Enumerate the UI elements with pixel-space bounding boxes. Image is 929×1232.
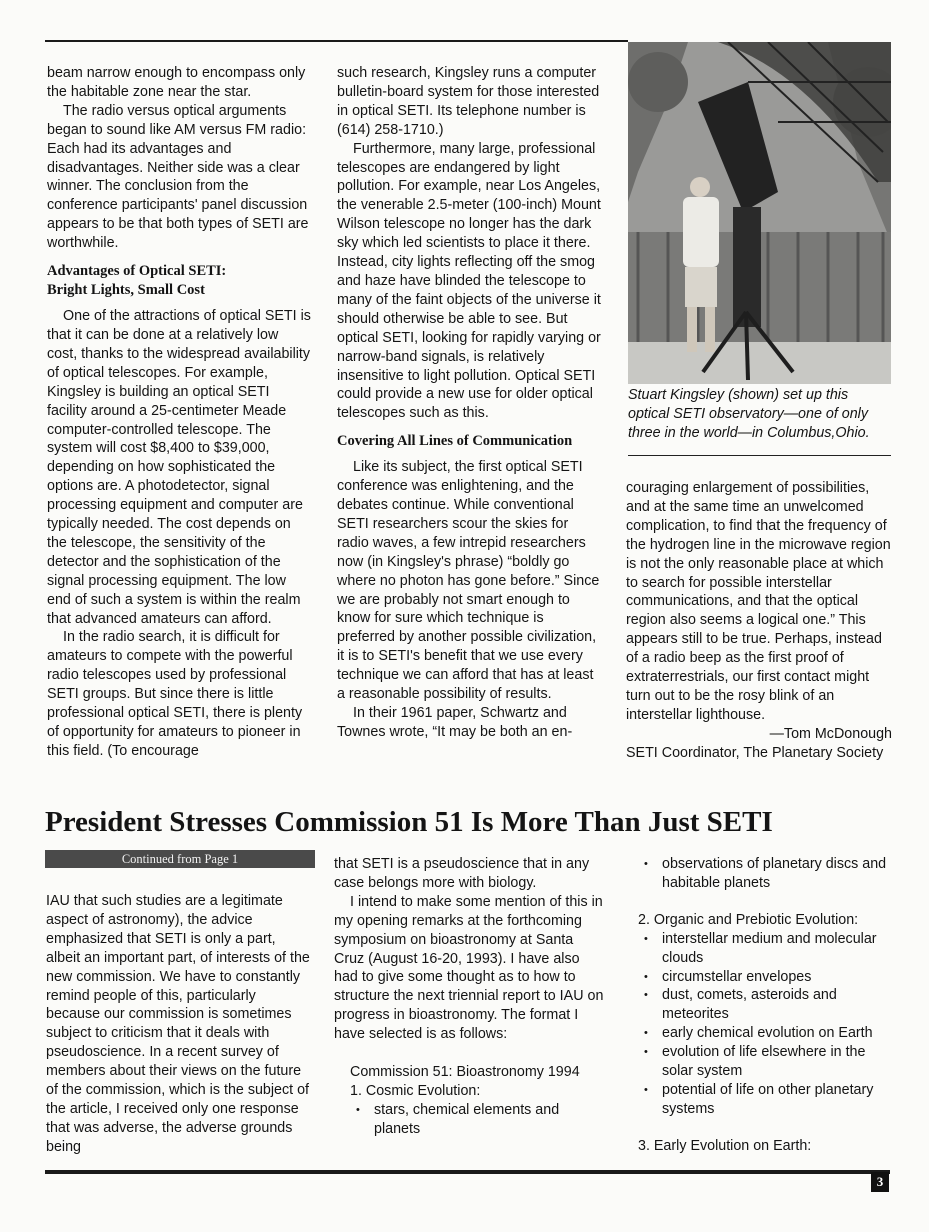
paragraph: Like its subject, the first optical SETI conference was enlightening, and the debates continue. While conventional SETI researchers scour the skies for radio waves, a few intrepid researchers now (in Kingsley's phrase) “boldly go where no photon has gone before.” Since we are probably not smart enough to know for sure which technique is preferred by another possible civilization, it is to SETI's benefit that we use every technique we can afford that has at least a reasonable possibility of results. — [337, 459, 600, 703]
list-item: • stars, chemical elements and planets — [350, 1101, 604, 1139]
list-item: • interstellar medium and molecular clouds — [638, 930, 893, 968]
list-heading-2: 2. Organic and Prebiotic Evolution: — [638, 911, 859, 928]
paragraph: I intend to make some mention of this in my opening remarks at the forthcoming symposium on bioastronomy at Santa Cruz (August 16-20, 1993). I have also had to give some thought as to how to structure the next triennial report to IAU on progress in bioastronomy. The format I have selected is as follows: — [334, 893, 604, 1043]
bottom-column-3 — [638, 855, 893, 1156]
paragraph: that SETI is a pseudoscience that in any case belongs more with biology. — [334, 856, 590, 891]
list-item: • dust, comets, asteroids and meteorites — [638, 986, 893, 1024]
caption-rule — [628, 455, 891, 456]
paragraph: In their 1961 paper, Schwartz and Townes wrote, “It may be both an en- — [337, 705, 573, 740]
subheading: Covering All Lines of Communication — [337, 433, 573, 450]
list-heading-1: 1. Cosmic Evolution: — [350, 1082, 481, 1099]
list-title: Commission 51: Bioastronomy 1994 — [350, 1064, 580, 1081]
paragraph: One of the attractions of optical SETI is that it can be done at a relatively low cost, thanks to the widespread availability of optical telescopes. For example, Kingsley is building an optical SETI facility around a 25-centimeter Meade computer-controlled telescope. The system will cost $8,400 to $39,000, depending on how sophisticated the options are. A photodetector, signal processing equipment and computer are typically needed. The cost depends on the telescope, the sensitivity of the detector and the sophistication of the signal processing equipment. The low end of such a system is within the realm that advanced amateurs can afford. — [47, 308, 311, 627]
list-heading-3: 3. Early Evolution on Earth: — [638, 1137, 812, 1154]
bottom-rule — [45, 1170, 890, 1174]
signature-title: SETI Coordinator, The Planetary Society — [626, 744, 884, 761]
article-headline: President Stresses Commission 51 Is More Than Just SETI — [45, 806, 773, 838]
list-2 — [638, 930, 893, 1119]
top-column-1 — [47, 64, 312, 761]
paragraph: In the radio search, it is difficult for amateurs to compete with the powerful radio telescopes used by professional SETI groups. But since there is little professional optical SETI, there is plenty of opportunity for amateurs to pioneer in this field. (To encourage — [47, 629, 303, 759]
paragraph: couraging enlargement of possibilities, and at the same time an unwelcomed complication, to find that the frequency of the hydrogen line in the microwave region is not the only reasonable place at which to search for possible interstellar communications, and that the optical region also seems a logical one.” This appears still to be true. Perhaps, instead of a radio beep as the first proof of extraterrestrials, our first contact might turn out to be the rosy blink of an interstellar lighthouse. — [626, 480, 891, 723]
list-item: • circumstellar envelopes — [638, 968, 893, 987]
subheading-line-1: Advantages of Optical SETI: — [47, 263, 227, 280]
continued-from-banner: Continued from Page 1 — [45, 850, 315, 868]
top-rule — [45, 40, 628, 42]
telescope-photo-image — [628, 42, 891, 384]
page-number: 3 — [871, 1172, 889, 1192]
paragraph: beam narrow enough to encompass only the habitable zone near the star. — [47, 65, 306, 100]
signature-name: —Tom McDonough — [769, 725, 892, 742]
paragraph: IAU that such studies are a legitimate aspect of astronomy), the advice emphasized that SETI is only a part, albeit an important part, of interests of the new commission. We have to constantly remind people of this, particularly because our commission is sometimes subject to criticism that it deals with pseudoscience. In a recent survey of members about their views on the future of the commission, which is the subject of the article, I received only one response that was adverse, the adverse grounds being — [46, 893, 310, 1155]
subheading — [47, 262, 312, 300]
paragraph: The radio versus optical arguments began to sound like AM versus FM radio: Each had its advantages and disadvantages. Neither side was a clear winner. The conclusion from the conference participants' panel discussion appears to be that both types of SETI are worthwhile. — [47, 102, 309, 252]
paragraph: such research, Kingsley runs a computer bulletin-board system for those interested in optical SETI. Its telephone number is (614) 258-1710.) — [337, 65, 600, 138]
bottom-column-2 — [334, 855, 604, 1139]
paragraph: Furthermore, many large, professional telescopes are endangered by light pollution. For example, near Los Angeles, the venerable 2.5-meter (100-inch) Mount Wilson telescope no longer has the dark sky which led scientists to place it there. Instead, city lights reflecting off the smog and haze have blinded the telescope to many of the faint objects of the universe it should otherwise be able to see. But optical SETI, looking for rapidly varying or narrow-band signals, is relatively insensitive to light pollution. Optical SETI could provide a new use for older optical telescopes such as this. — [337, 140, 601, 422]
list-item: • early chemical evolution on Earth — [638, 1024, 893, 1043]
top-column-2 — [337, 64, 603, 742]
subheading-line-2: Bright Lights, Small Cost — [47, 282, 205, 299]
photo-caption: Stuart Kingsley (shown) set up this optical SETI observatory—one of only three in the world—in Columbus,Ohio. — [628, 387, 870, 441]
top-column-3 — [626, 479, 892, 763]
list-item: • observations of planetary discs and habitable planets — [638, 855, 893, 893]
list-item: • evolution of life elsewhere in the solar system — [638, 1043, 893, 1081]
bottom-column-1 — [46, 892, 311, 1157]
list-1 — [334, 1101, 604, 1139]
telescope-photo — [628, 42, 891, 384]
list-item: • potential of life on other planetary systems — [638, 1081, 893, 1119]
list-1-continued — [638, 855, 893, 893]
